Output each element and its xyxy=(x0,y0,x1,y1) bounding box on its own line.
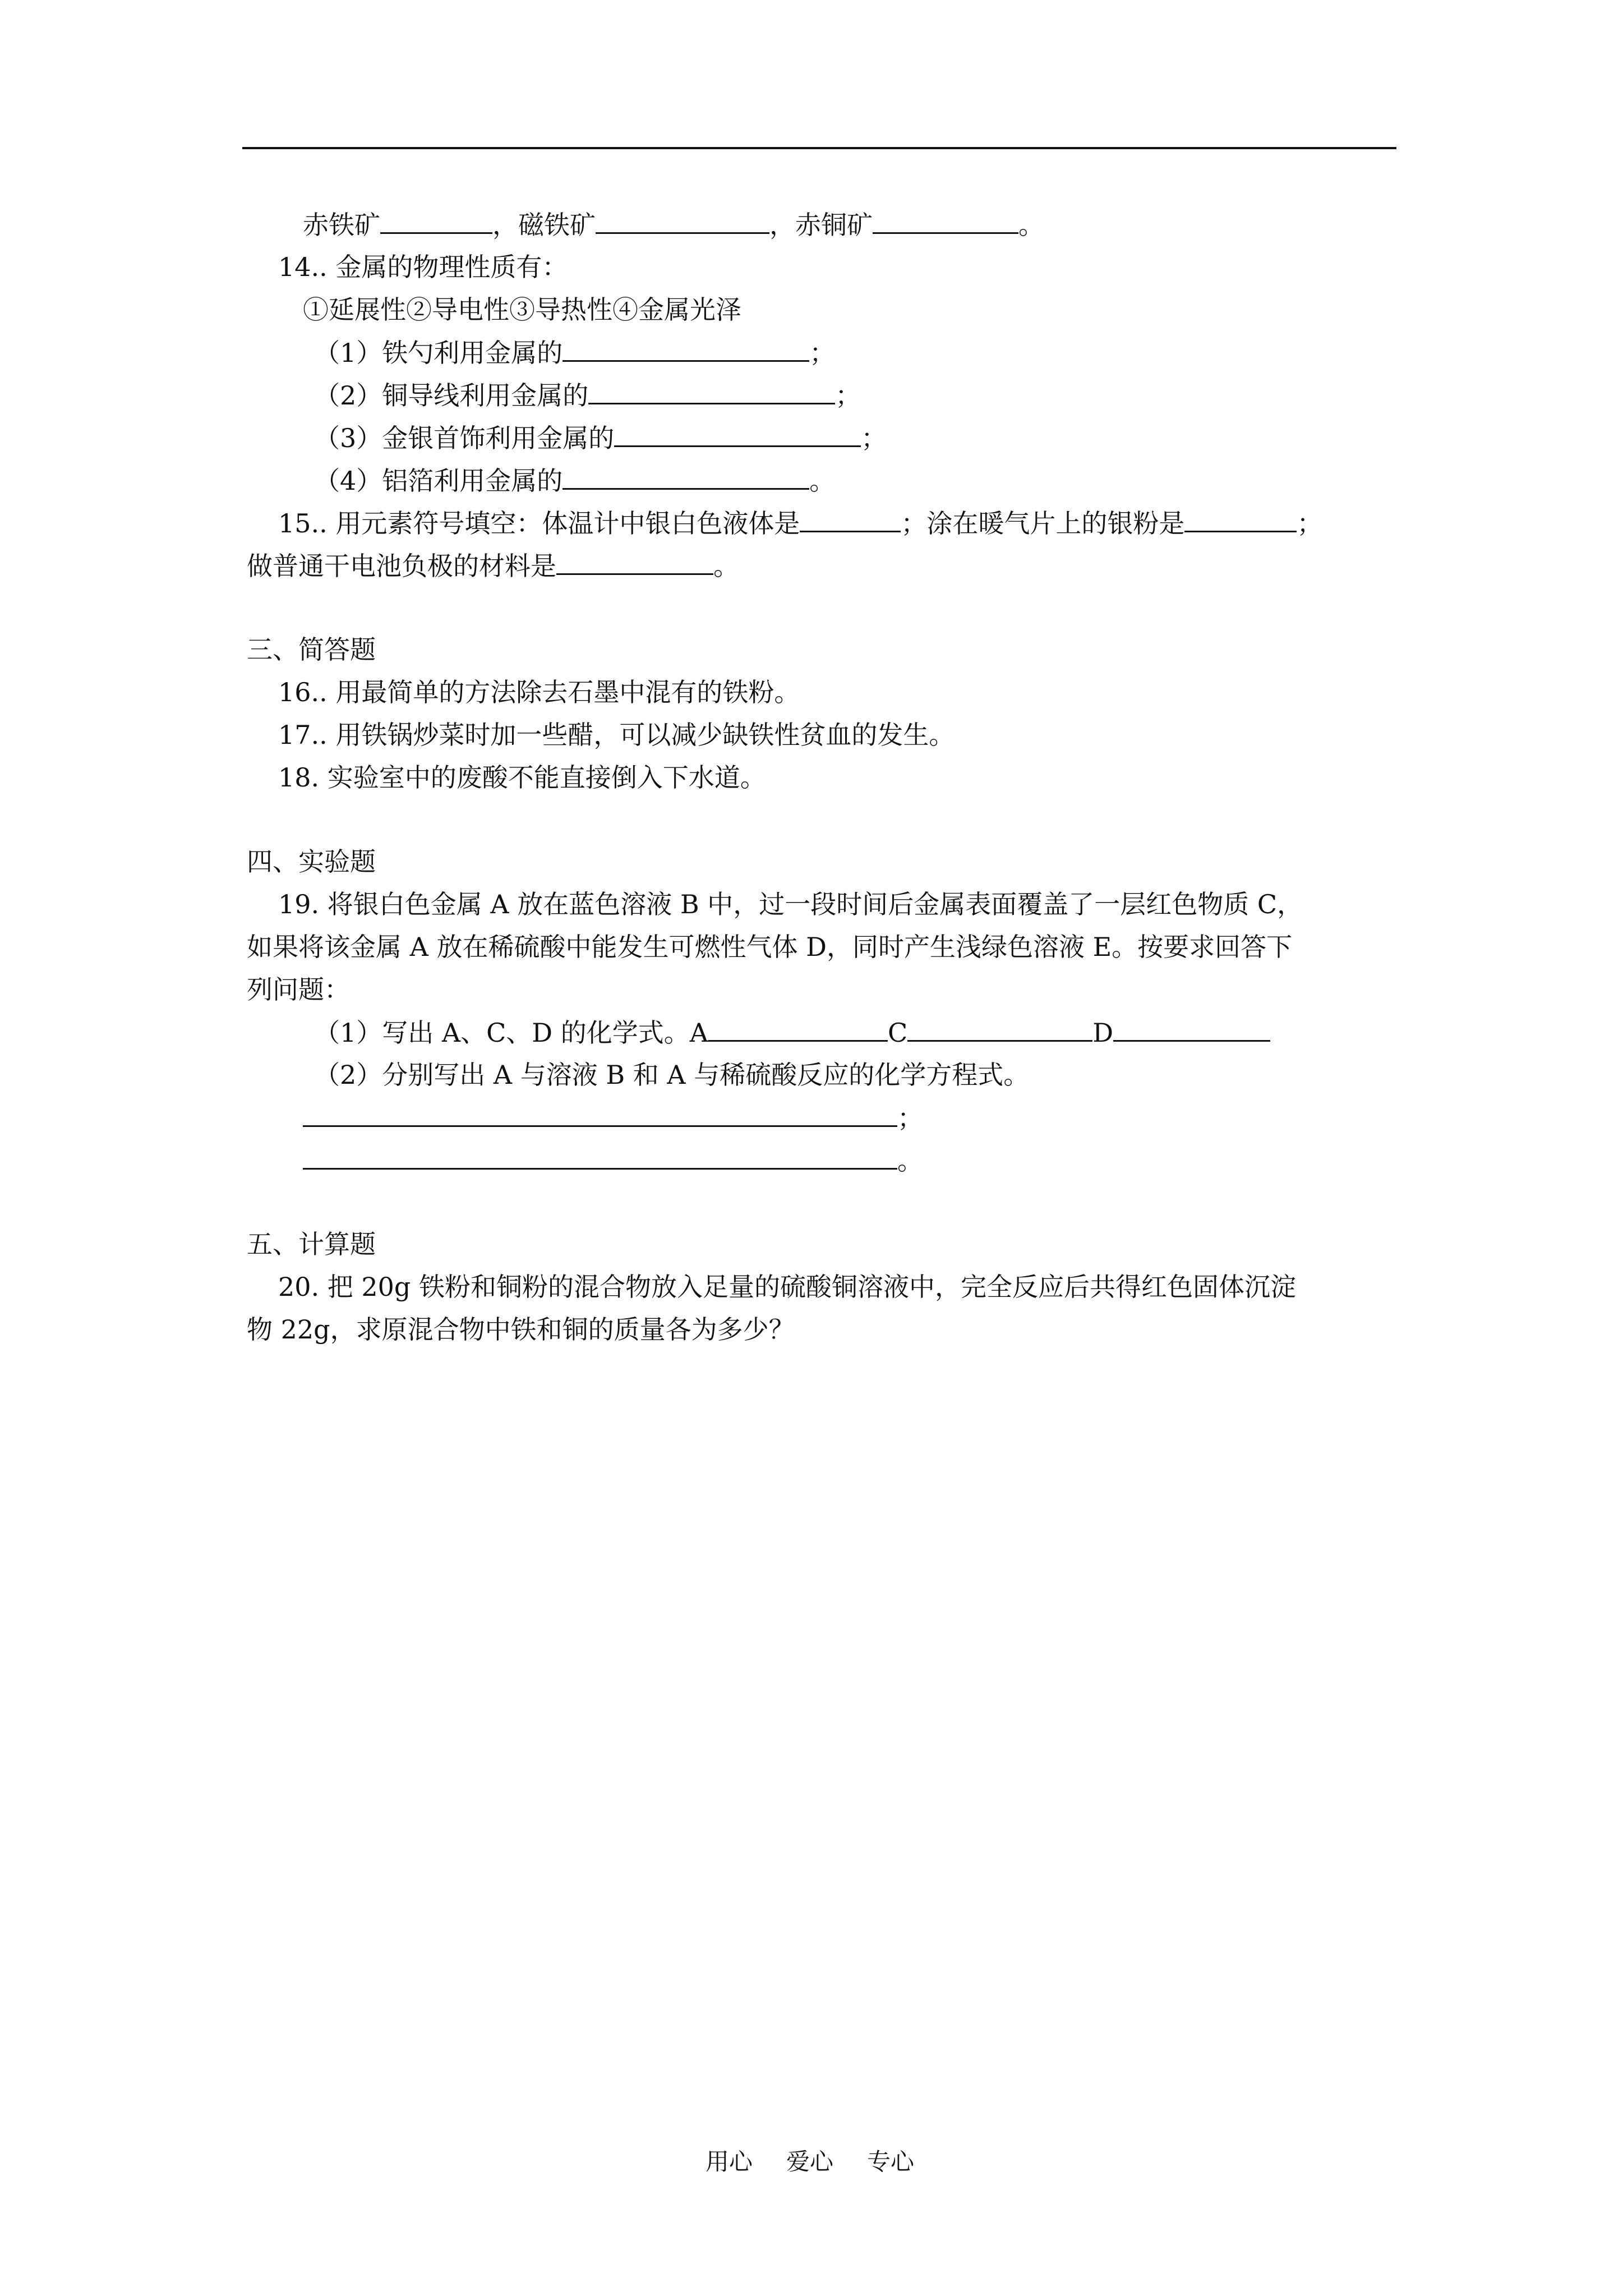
blank xyxy=(562,463,809,490)
q13-part1: 赤铁矿 xyxy=(303,210,380,240)
q19-answer-line-1 xyxy=(303,1101,923,1135)
blank xyxy=(907,1015,1092,1042)
q13-part4: 。 xyxy=(1018,210,1044,240)
q13-part3: ，赤铜矿 xyxy=(769,210,873,240)
q14-stem: 14.. 金属的物理性质有： xyxy=(278,252,568,282)
q14-item-end: 。 xyxy=(809,466,836,496)
question-17: 17.. 用铁锅炒菜时加一些醋，可以减少缺铁性贫血的发生。 xyxy=(278,720,955,750)
q19-sub1-d: D xyxy=(1092,1018,1114,1048)
blank xyxy=(380,208,492,234)
q19-sub1-c: C xyxy=(888,1018,908,1048)
q14-item-1 xyxy=(314,335,835,370)
q19-line3: 列问题： xyxy=(247,974,350,1005)
blank xyxy=(614,421,861,447)
q19-answer-line-2 xyxy=(303,1143,923,1177)
blank xyxy=(873,208,1018,234)
blank xyxy=(800,506,901,532)
footer-word: 专心 xyxy=(867,2148,915,2175)
q14-item-2 xyxy=(314,378,861,412)
blank xyxy=(708,1015,888,1042)
q13-tail-line xyxy=(303,208,1044,242)
q14-item-4 xyxy=(314,463,835,498)
q20-line1: 20. 把 20g 铁粉和铜粉的混合物放入足量的硫酸铜溶液中，完全反应后共得红色固体沉淀 xyxy=(278,1272,1297,1302)
q14-options: ①延展性②导电性③导热性④金属光泽 xyxy=(303,295,741,325)
q13-part2: ，磁铁矿 xyxy=(492,210,596,240)
blank xyxy=(1184,506,1297,532)
q15-line2 xyxy=(247,549,739,583)
page-footer xyxy=(706,2146,948,2178)
blank xyxy=(556,549,713,575)
q15-text: ； xyxy=(1297,508,1323,539)
section-title: 三、简答题 xyxy=(247,634,376,665)
answer-end: 。 xyxy=(897,1145,923,1176)
q15-line1 xyxy=(278,506,1322,540)
q19-sub1-label: （1）写出 A、C、D 的化学式。A xyxy=(314,1018,709,1048)
blank xyxy=(1113,1015,1270,1042)
q15-text: 。 xyxy=(713,551,739,581)
question-18: 18. 实验室中的废酸不能直接倒入下水道。 xyxy=(278,762,766,793)
q19-line1: 19. 将银白色金属 A 放在蓝色溶液 B 中，过一段时间后金属表面覆盖了一层红色物质 C， xyxy=(278,889,1303,919)
q14-item-label: （3）金银首饰利用金属的 xyxy=(314,423,615,453)
q19-sub2: （2）分别写出 A 与溶液 B 和 A 与稀硫酸反应的化学方程式。 xyxy=(314,1060,1030,1090)
q14-item-label: （1）铁勺利用金属的 xyxy=(314,338,563,368)
footer-word: 爱心 xyxy=(786,2148,834,2175)
blank xyxy=(596,208,769,234)
q14-item-label: （2）铜导线利用金属的 xyxy=(314,380,589,411)
q14-item-end: ； xyxy=(809,338,836,368)
q19-line2: 如果将该金属 A 放在稀硫酸中能发生可燃性气体 D，同时产生浅绿色溶液 E。按要求回答下 xyxy=(247,932,1293,962)
q19-sub1 xyxy=(314,1015,1270,1050)
header-rule xyxy=(242,147,1396,149)
footer-word: 用心 xyxy=(706,2148,753,2175)
q14-item-3 xyxy=(314,421,887,455)
section-title: 四、实验题 xyxy=(247,846,376,877)
q14-item-end: ； xyxy=(861,423,887,453)
question-16: 16.. 用最简单的方法除去石墨中混有的铁粉。 xyxy=(278,677,800,707)
q15-text: 做普通干电池负极的材料是 xyxy=(247,551,556,581)
blank xyxy=(588,378,835,404)
q15-text: ；涂在暖气片上的银粉是 xyxy=(901,508,1185,539)
q14-item-label: （4）铝箔利用金属的 xyxy=(314,466,563,496)
blank xyxy=(303,1101,897,1127)
blank xyxy=(303,1143,897,1170)
blank xyxy=(562,335,809,362)
q15-text: 15.. 用元素符号填空：体温计中银白色液体是 xyxy=(278,508,800,539)
q14-item-end: ； xyxy=(835,380,861,411)
answer-end: ； xyxy=(897,1103,923,1133)
q20-line2: 物 22g，求原混合物中铁和铜的质量各为多少？ xyxy=(247,1314,795,1345)
section-title: 五、计算题 xyxy=(247,1229,376,1259)
